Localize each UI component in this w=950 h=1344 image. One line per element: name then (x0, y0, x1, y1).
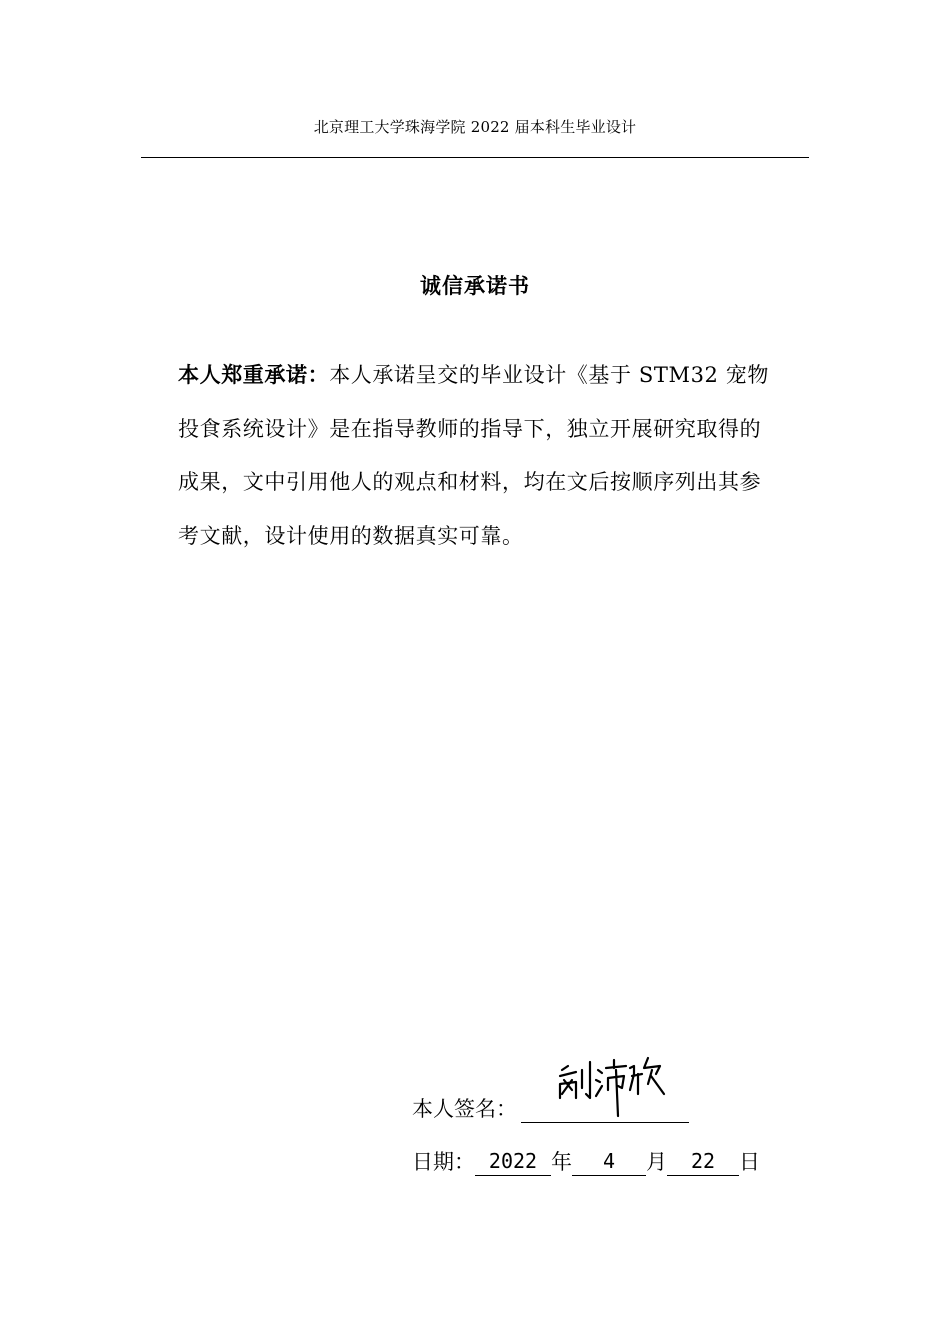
header-divider (141, 157, 809, 158)
date-day-field: 22 (667, 1147, 739, 1176)
date-month-unit: 月 (646, 1150, 667, 1174)
date-year-field: 2022 (475, 1147, 551, 1176)
date-day-unit: 日 (739, 1150, 760, 1174)
date-label: 日期： (412, 1150, 475, 1174)
date-year-unit: 年 (551, 1150, 572, 1174)
pledge-body: 本人承诺呈交的毕业设计《基于 STM32 宠物投食系统设计》是在指导教师的指导下，独立开展研究取得的成果，文中引用他人的观点和材料，均在文后按顺序列出其参考文献，设计使用的数据真实可靠。 (178, 363, 769, 548)
date-row (412, 1146, 760, 1176)
header-text: 北京理工大学珠海学院 2022 届本科生毕业设计 (313, 118, 637, 136)
handwritten-signature (556, 1054, 668, 1118)
pledge-paragraph (178, 348, 778, 563)
document-title: 诚信承诺书 (420, 273, 530, 298)
date-month-field: 4 (572, 1147, 646, 1176)
signature-label: 本人签名： (412, 1097, 517, 1121)
pledge-lead: 本人郑重承诺： (178, 362, 330, 387)
